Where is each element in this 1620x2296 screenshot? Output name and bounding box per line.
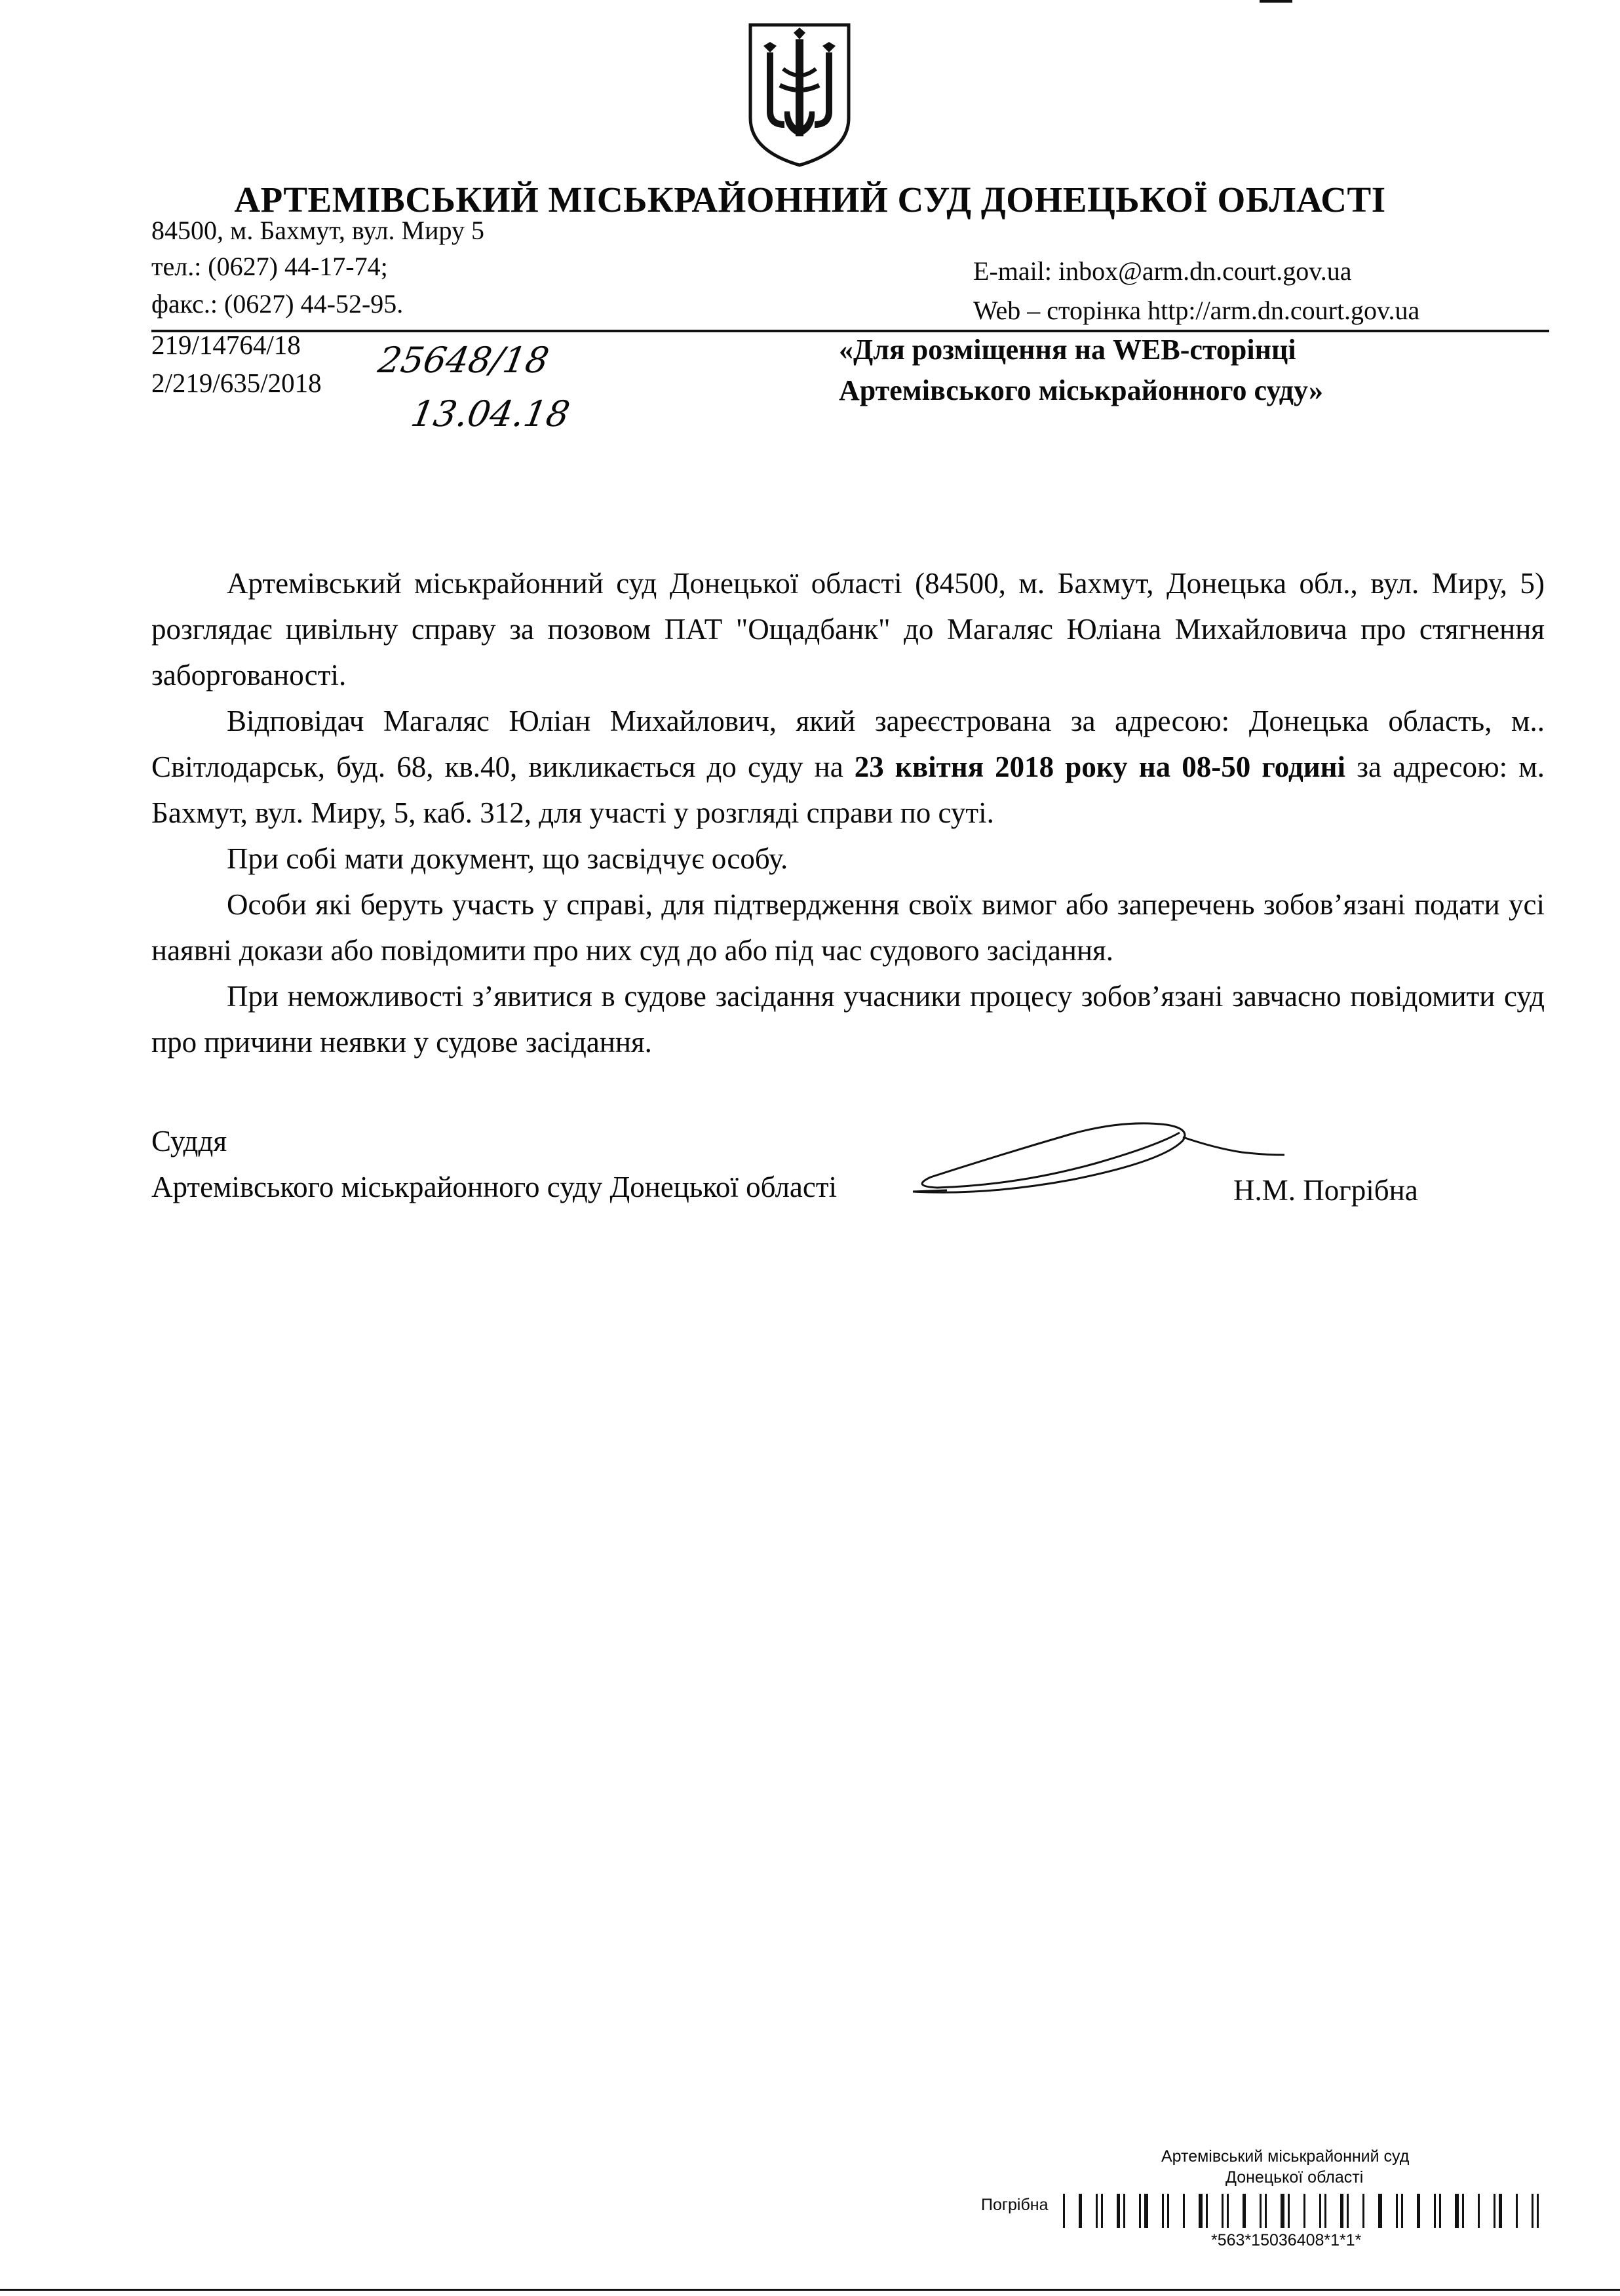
handwritten-registration-number: 25648/18 bbox=[375, 340, 552, 381]
hearing-date: 23 квітня 2018 року на 08-50 годині bbox=[854, 750, 1346, 783]
stamp-judge-name: Погрібна bbox=[981, 2196, 1049, 2214]
court-title: АРТЕМІВСЬКИЙ МІСЬКРАЙОННИЙ СУД ДОНЕЦЬКОЇ ОБЛАСТІ bbox=[234, 180, 1386, 220]
judge-name: Н.М. Погрібна bbox=[1233, 1174, 1418, 1207]
paragraph-summons: Відповідач Магаляс Юліан Михайлович, який зареєстрована за адресою: Донецька область, м.. Світлодарськ, буд. 68, кв.40, викликається до суду на 23 квітня 2018 року на 08-50 годині за адресою: м. Бахмут, вул. Миру, 5, каб. 312, для участі у розгляді справи по суті. bbox=[151, 705, 1545, 829]
notice-body bbox=[151, 560, 1545, 1065]
document-barcode bbox=[1063, 2191, 1541, 2230]
proceeding-number: 2/219/635/2018 bbox=[151, 368, 322, 398]
signer-court: Артемівського міськрайонного суду Донецької області bbox=[151, 1171, 838, 1203]
court-fax: факс.: (0627) 44-52-95. bbox=[151, 289, 404, 319]
paragraph-absence: При неможливості з’явитися в судове засідання учасники процесу зобов’язані завчасно повідомити суд про причини неявки у судове засідання. bbox=[151, 980, 1545, 1059]
paragraph-evidence: Особи які беруть участь у справі, для підтвердження своїх вимог або заперечень зобов’язані подати усі наявні докази або повідомити про них суд до або під час судового засідання. bbox=[151, 888, 1545, 967]
court-phone: тел.: (0627) 44-17-74; bbox=[151, 252, 388, 281]
court-website: Web – сторінка http://arm.dn.court.gov.ua bbox=[973, 296, 1420, 325]
scan-mark bbox=[1260, 0, 1292, 3]
case-number: 219/14764/18 bbox=[151, 330, 301, 360]
signer-title: Суддя bbox=[151, 1125, 227, 1158]
barcode-text: *563*15036408*1*1* bbox=[1211, 2231, 1362, 2249]
page-bottom-edge bbox=[0, 2289, 1620, 2291]
stamp-court-line2: Донецької області bbox=[1225, 2168, 1364, 2187]
court-address: 84500, м. Бахмут, вул. Миру 5 bbox=[151, 216, 484, 245]
paragraph-case: Артемівський міськрайонний суд Донецької області (84500, м. Бахмут, Донецька обл., вул. Миру, 5) розглядає цивільну справу за позовом ПАТ "Ощадбанк" до Магаляс Юліана Михайловича про стягнення заборгованості. bbox=[151, 567, 1545, 691]
publication-note-line2: Артемівського міськрайонного суду» bbox=[839, 374, 1324, 406]
paragraph-id-document: При собі мати документ, що засвідчує особу. bbox=[227, 842, 788, 875]
handwritten-registration-date: 13.04.18 bbox=[408, 393, 573, 435]
publication-note-line1: «Для розміщення на WEB-сторінці bbox=[839, 334, 1296, 366]
header-divider bbox=[151, 330, 1549, 332]
trident-coat-of-arms-icon bbox=[744, 20, 855, 170]
court-email: E-mail: inbox@arm.dn.court.gov.ua bbox=[973, 256, 1352, 286]
handwritten-signature bbox=[908, 1114, 1288, 1213]
stamp-court-line1: Артемівський міськрайонний суд bbox=[1161, 2147, 1410, 2166]
